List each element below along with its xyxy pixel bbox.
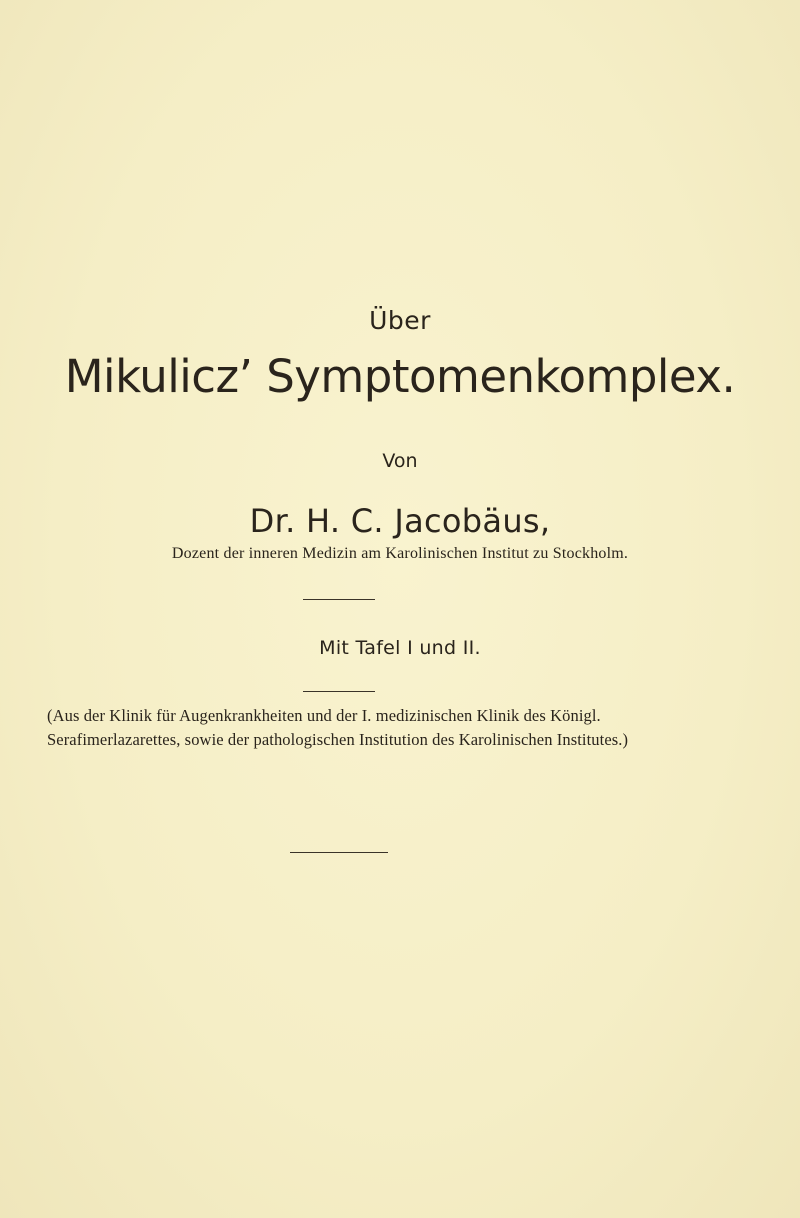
source-note-line: Serafimerlazarettes, sowie der pathologischen Institution des Karolinischen Institutes.) — [47, 730, 629, 749]
author-affiliation: Dozent der inneren Medizin am Karolinischen Institut zu Stockholm. — [171, 545, 629, 562]
divider-rule — [303, 599, 375, 600]
divider-rule — [303, 691, 375, 692]
author-name: Dr. H. C. Jacobäus, — [249, 502, 551, 540]
plates-note: Mit Tafel I und II. — [319, 637, 481, 659]
divider-rule — [290, 852, 388, 853]
pre-title: Über — [369, 306, 431, 335]
source-note-line: (Aus der Klinik für Augenkrankheiten und der I. medizinischen Klinik des Königl. — [47, 706, 601, 725]
by-label: Von — [382, 450, 418, 472]
page-title: Mikulicz’ Symptomenkomplex. — [64, 350, 736, 403]
